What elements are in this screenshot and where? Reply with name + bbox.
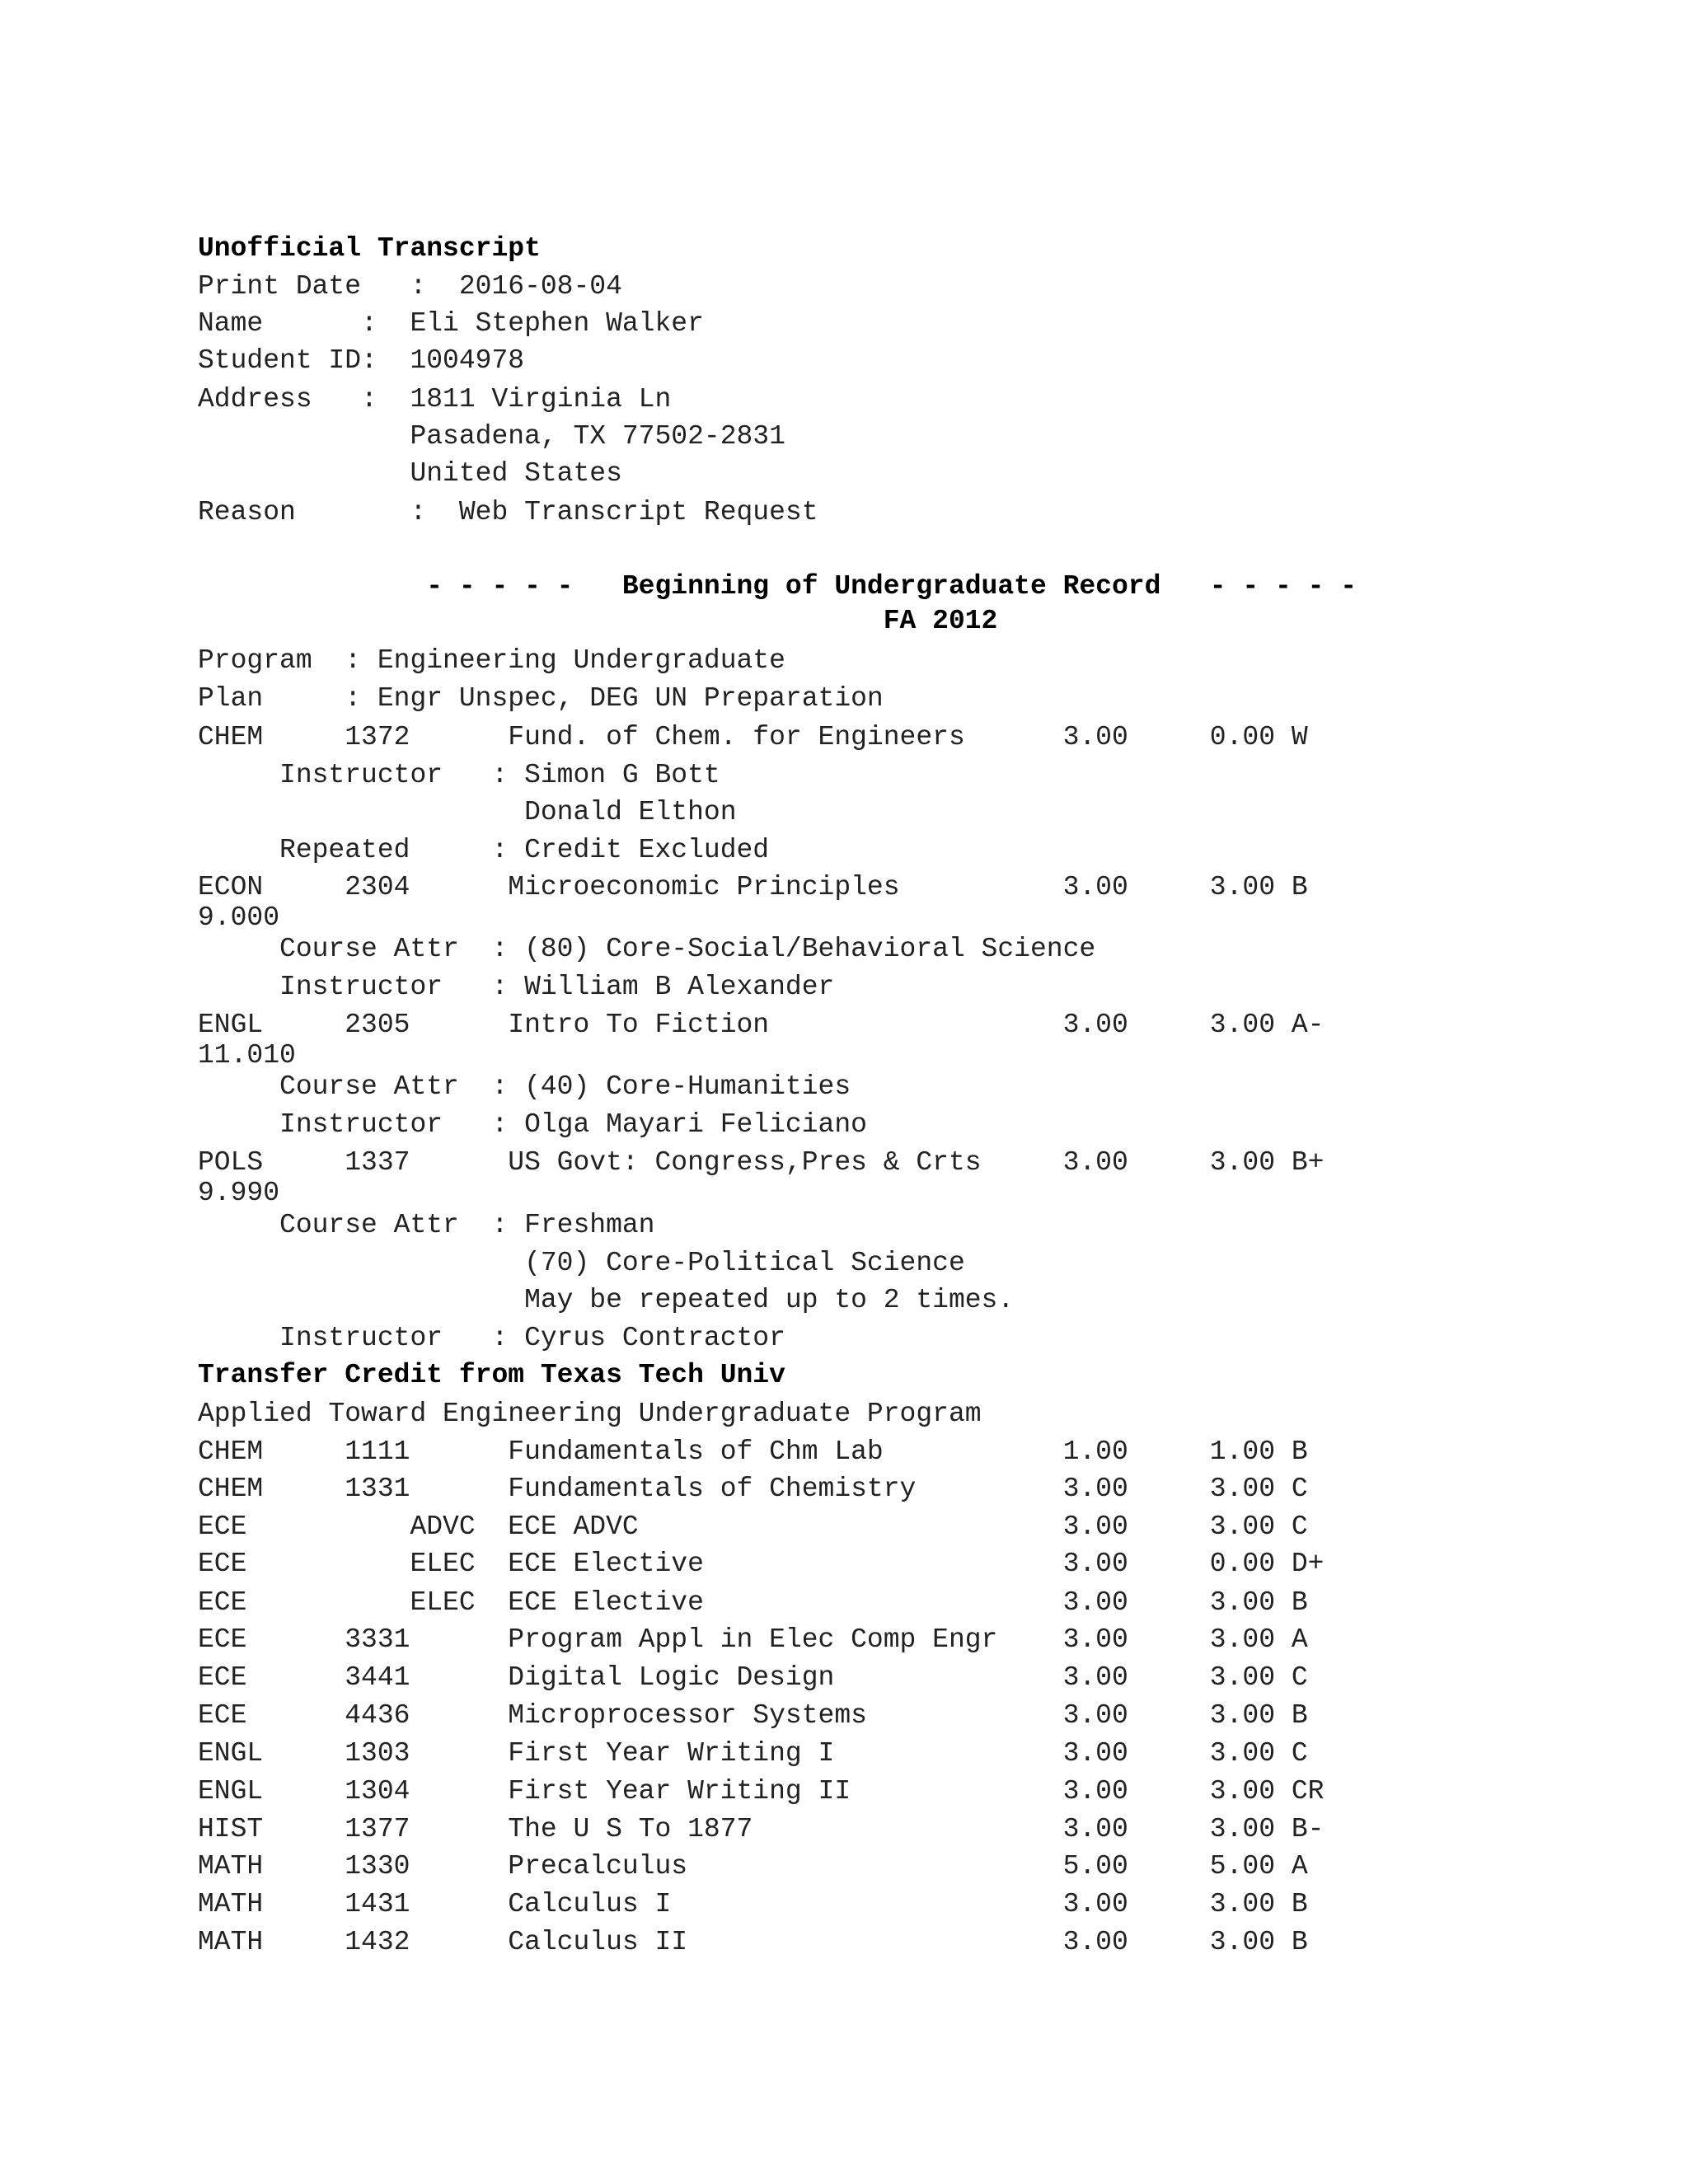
- transfer-course-line: CHEM 1331 Fundamentals of Chemistry 3.00 3.00 C: [198, 1474, 1308, 1504]
- transfer-course-line: MATH 1431 Calculus I 3.00 3.00 B: [198, 1889, 1308, 1919]
- reason-line: Reason : Web Transcript Request: [198, 497, 818, 527]
- transfer-course-line: ENGL 1303 First Year Writing I 3.00 3.00 C: [198, 1738, 1308, 1769]
- record-banner: - - - - - Beginning of Undergraduate Record - - - - -: [198, 571, 1357, 602]
- transcript-document: [198, 231, 1665, 1957]
- transfer-heading: Transfer Credit from Texas Tech Univ: [198, 1360, 785, 1390]
- transfer-course-line: ECE 4436 Microprocessor Systems 3.00 3.00 B: [198, 1700, 1308, 1731]
- document-title: Unofficial Transcript: [198, 233, 541, 264]
- term-heading: FA 2012: [198, 606, 998, 636]
- transfer-course-line: ECE ADVC ECE ADVC 3.00 3.00 C: [198, 1511, 1308, 1542]
- course-detail-line: Repeated : Credit Excluded: [198, 835, 770, 865]
- address-line: United States: [198, 458, 622, 489]
- course-detail-line: Instructor : Simon G Bott: [198, 760, 720, 790]
- grade-points-line: 9.990: [198, 1178, 280, 1208]
- transfer-course-line: ECE 3441 Digital Logic Design 3.00 3.00 C: [198, 1662, 1308, 1693]
- course-line: ECON 2304 Microeconomic Principles 3.00 3.00 B: [198, 872, 1308, 902]
- transfer-course-line: HIST 1377 The U S To 1877 3.00 3.00 B-: [198, 1814, 1325, 1844]
- course-detail-line: Donald Elthon: [198, 797, 737, 827]
- transfer-course-line: ECE ELEC ECE Elective 3.00 0.00 D+: [198, 1549, 1325, 1579]
- course-detail-line: Instructor : Olga Mayari Feliciano: [198, 1109, 867, 1140]
- transfer-course-line: ECE ELEC ECE Elective 3.00 3.00 B: [198, 1587, 1308, 1618]
- transfer-course-line: ECE 3331 Program Appl in Elec Comp Engr 3.00 3.00 A: [198, 1624, 1308, 1655]
- transfer-course-line: MATH 1432 Calculus II 3.00 3.00 B: [198, 1927, 1308, 1957]
- print-date-line: Print Date : 2016-08-04: [198, 271, 622, 302]
- grade-points-line: 9.000: [198, 902, 280, 933]
- course-detail-line: May be repeated up to 2 times.: [198, 1285, 1015, 1315]
- course-detail-line: Instructor : William B Alexander: [198, 972, 835, 1002]
- course-line: CHEM 1372 Fund. of Chem. for Engineers 3.00 0.00 W: [198, 722, 1308, 752]
- name-line: Name : Eli Stephen Walker: [198, 308, 704, 339]
- course-detail-line: Course Attr : (40) Core-Humanities: [198, 1071, 851, 1102]
- course-detail-line: Instructor : Cyrus Contractor: [198, 1323, 785, 1353]
- student-id-line: Student ID: 1004978: [198, 345, 525, 376]
- course-line: POLS 1337 US Govt: Congress,Pres & Crts 3.00 3.00 B+: [198, 1147, 1325, 1178]
- transfer-course-line: CHEM 1111 Fundamentals of Chm Lab 1.00 1.00 B: [198, 1436, 1308, 1467]
- course-line: ENGL 2305 Intro To Fiction 3.00 3.00 A-: [198, 1010, 1325, 1040]
- program-line: Program : Engineering Undergraduate: [198, 645, 785, 676]
- course-detail-line: Course Attr : Freshman: [198, 1210, 655, 1240]
- course-detail-line: Course Attr : (80) Core-Social/Behavioral Science: [198, 934, 1096, 964]
- transfer-program-line: Applied Toward Engineering Undergraduate Program: [198, 1399, 982, 1429]
- address-line: Address : 1811 Virginia Ln: [198, 384, 672, 415]
- transfer-course-line: MATH 1330 Precalculus 5.00 5.00 A: [198, 1851, 1308, 1882]
- transfer-course-line: ENGL 1304 First Year Writing II 3.00 3.00 CR: [198, 1776, 1325, 1807]
- plan-line: Plan : Engr Unspec, DEG UN Preparation: [198, 683, 884, 714]
- address-line: Pasadena, TX 77502-2831: [198, 421, 785, 452]
- course-detail-line: (70) Core-Political Science: [198, 1248, 965, 1278]
- grade-points-line: 11.010: [198, 1040, 296, 1071]
